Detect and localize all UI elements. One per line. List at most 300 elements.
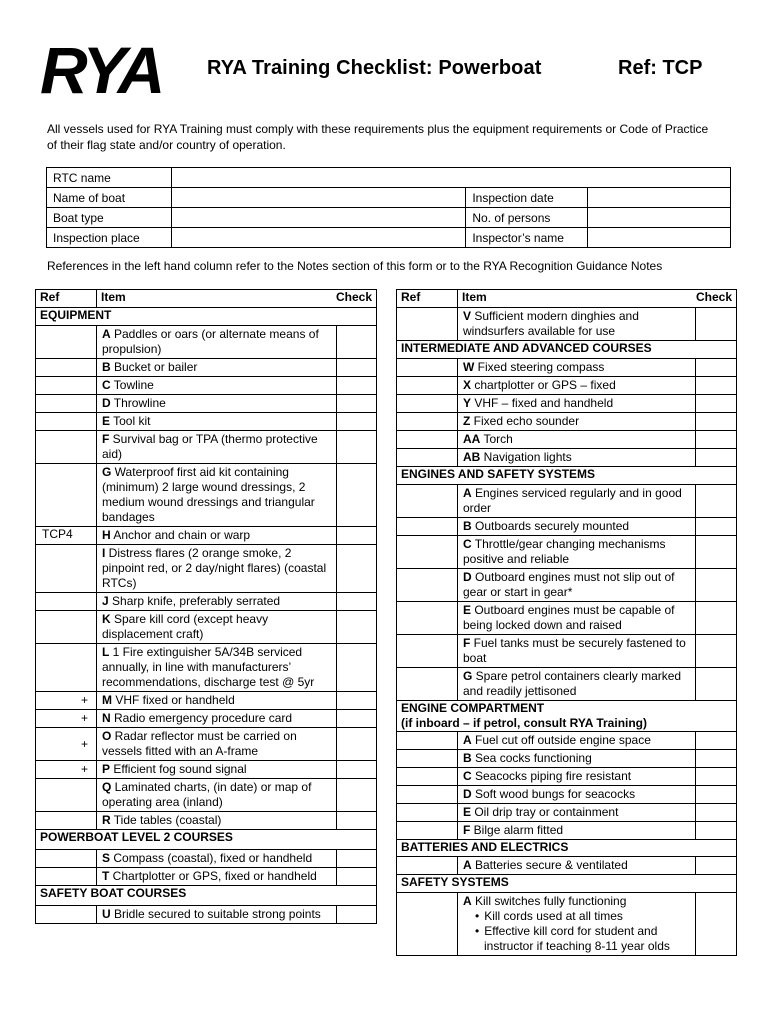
item-letter: X [463,378,472,392]
item-letter: Z [463,414,471,428]
row-item [97,761,337,779]
references-note: References in the left hand column refer to the Notes section of this form or to the RYA Recognition Guidance Notes [47,259,663,273]
row-item [458,822,696,840]
item-text: Anchor and chain or warp [110,528,251,542]
row-item [458,732,696,750]
row-ref [397,602,458,635]
row-ref [36,906,97,924]
checklist-row [397,308,737,341]
checklist-row [397,893,737,956]
section-intermediate: INTERMEDIATE AND ADVANCED COURSES [397,341,737,359]
item-letter: B [463,519,472,533]
item-text: Fixed echo sounder [470,414,580,428]
check-box[interactable] [337,611,377,644]
row-item [97,593,337,611]
equipment-rows [36,326,377,830]
row-ref [36,359,97,377]
checklist-row [36,779,377,812]
persons-field[interactable] [588,208,731,228]
row-item [458,518,696,536]
row-item [458,602,696,635]
engine-compartment-title: ENGINE COMPARTMENT [401,701,545,715]
row-ref [36,611,97,644]
item-text: Spare kill cord (except heavy displacement craft) [102,612,269,641]
row-ref [36,395,97,413]
checklist-row [36,395,377,413]
boat-name-field[interactable] [171,188,465,208]
check-box[interactable] [337,850,377,868]
item-text: Kill switches fully functioning [471,894,627,908]
checklist-row [397,518,737,536]
row-ref [36,812,97,830]
item-header: Item [101,290,126,304]
item-text: Towline [110,378,154,392]
batteries-rows [397,857,737,875]
item-letter: B [463,751,472,765]
item-letter: V [463,309,472,323]
check-box[interactable] [337,545,377,593]
checklist-row [397,804,737,822]
row-item [458,395,696,413]
col-item-header [97,290,377,308]
inspection-date-field[interactable] [588,188,731,208]
item-text: Paddles or oars (or alternate means of propulsion) [102,327,319,356]
check-box[interactable] [337,395,377,413]
checklist-row [397,732,737,750]
item-letter: M [102,693,112,707]
section-equipment: EQUIPMENT [36,308,377,326]
row-ref [36,850,97,868]
row-ref: + [36,728,97,761]
level2-rows [36,850,377,886]
item-letter: B [102,360,111,374]
row-ref [397,413,458,431]
row-ref [397,857,458,875]
row-item [97,545,337,593]
item-text: Throttle/gear changing mechanisms positive and reliable [463,537,666,566]
right-checklist [396,289,737,956]
section-safety-systems: SAFETY SYSTEMS [397,875,737,893]
row-ref [36,593,97,611]
item-letter: Y [463,396,472,410]
item-text: VHF – fixed and handheld [471,396,614,410]
col-ref-header: Ref [397,290,458,308]
check-box[interactable] [696,377,737,395]
col-ref-header: Ref [36,290,97,308]
item-text: Tide tables (coastal) [110,813,222,827]
inspection-info-table [46,167,731,248]
item-letter: P [102,762,111,776]
check-box[interactable] [696,359,737,377]
row-item [97,868,337,886]
checklist-row [36,464,377,527]
row-item [97,906,337,924]
item-letter: Q [102,780,112,794]
svg-text:RYA: RYA [40,40,162,98]
item-text: Survival bag or TPA (thermo protective aid) [102,432,318,461]
item-letter: F [102,432,110,446]
page-title: RYA Training Checklist: Powerboat [207,57,542,79]
item-text: VHF fixed or handheld [112,693,235,707]
row-item [97,395,337,413]
bullet-item: • Kill cords used at all times [475,909,691,924]
inspection-date-label: Inspection date [466,188,588,208]
checklist-row [397,822,737,840]
check-box[interactable] [696,786,737,804]
item-header: Item [462,290,487,304]
item-text: Navigation lights [480,450,572,464]
row-item [97,728,337,761]
item-letter: L [102,645,110,659]
left-checklist [35,289,377,924]
item-text: Chartplotter or GPS, fixed or handheld [109,869,317,883]
item-text: Fixed steering compass [474,360,605,374]
row-item [458,536,696,569]
item-text: Engines serviced regularly and in good order [463,486,682,515]
item-letter: A [463,858,472,872]
check-box[interactable] [337,359,377,377]
row-item [97,710,337,728]
item-letter: O [102,729,112,743]
row-item [458,804,696,822]
checklist-row [36,593,377,611]
checklist-row [397,668,737,701]
row-ref [397,804,458,822]
check-box[interactable] [696,449,737,467]
row-item [458,485,696,518]
row-item [458,308,696,341]
checklist-row [397,377,737,395]
inspector-name-field[interactable] [588,228,731,248]
row-ref [36,413,97,431]
row-ref [397,395,458,413]
section-safety-boat: SAFETY BOAT COURSES [36,886,377,906]
checklist-row [36,431,377,464]
check-header: Check [695,290,732,304]
row-ref [36,431,97,464]
checklist-row [397,768,737,786]
item-letter: A [463,894,472,908]
row-item [458,750,696,768]
row-item [97,359,337,377]
check-box[interactable] [696,893,737,956]
checklist-row [36,644,377,692]
item-letter: E [463,805,472,819]
item-text: Radar reflector must be carried on vessels fitted with an A-frame [102,729,297,758]
row-item [458,786,696,804]
item-text: Torch [480,432,513,446]
row-item [458,768,696,786]
row-ref [36,545,97,593]
item-letter: H [102,528,111,542]
row-item [97,431,337,464]
item-letter: I [102,546,106,560]
check-box[interactable] [696,431,737,449]
check-box[interactable] [696,857,737,875]
item-letter: N [102,711,111,725]
row-item [97,611,337,644]
check-box[interactable] [337,728,377,761]
row-item [458,431,696,449]
checklist-row [36,527,377,545]
row-item [458,449,696,467]
check-box[interactable] [337,906,377,924]
item-text: Laminated charts, (in date) or map of operating area (inland) [102,780,312,809]
rtc-name-field[interactable] [171,168,730,188]
checklist-row [36,326,377,359]
section-engines: ENGINES AND SAFETY SYSTEMS [397,467,737,485]
check-box[interactable] [696,569,737,602]
check-box[interactable] [696,750,737,768]
row-item [97,527,337,545]
row-ref [397,431,458,449]
check-box[interactable] [696,602,737,635]
engine-compartment-subtitle: (if inboard – if petrol, consult RYA Training) [401,716,648,730]
item-letter: D [463,570,472,584]
row-ref [397,485,458,518]
checklist-row [397,449,737,467]
item-letter: G [102,465,112,479]
item-text: Outboard engines must not slip out of gear or start in gear* [463,570,675,599]
row-item [97,377,337,395]
item-letter: U [102,907,111,921]
check-box[interactable] [337,377,377,395]
row-ref [397,786,458,804]
row-ref [397,635,458,668]
row-ref [397,750,458,768]
boat-type-label: Boat type [47,208,172,228]
item-letter: G [463,669,473,683]
engines-rows [397,485,737,701]
row-ref [397,732,458,750]
checklist-row [36,868,377,886]
item-letter: C [463,769,472,783]
item-letter: S [102,851,111,865]
item-text: Seacocks piping fire resistant [471,769,632,783]
check-box[interactable] [696,768,737,786]
check-box[interactable] [337,593,377,611]
item-letter: AA [463,432,481,446]
check-box[interactable] [337,326,377,359]
check-box[interactable] [696,635,737,668]
check-box[interactable] [337,413,377,431]
checklist-row [36,545,377,593]
row-item [458,668,696,701]
check-box[interactable] [337,868,377,886]
row-ref [36,326,97,359]
item-letter: E [102,414,111,428]
safety-boat-rows [36,906,377,924]
check-box[interactable] [337,812,377,830]
checklist-row [36,812,377,830]
item-text: Tool kit [110,414,151,428]
row-item [458,569,696,602]
row-ref [397,893,458,956]
item-letter: A [102,327,111,341]
row-item [97,692,337,710]
item-text: Distress flares (2 orange smoke, 2 pinpoint red, or 2 day/night flares) (coastal RTCs) [102,546,327,590]
item-letter: A [463,486,472,500]
item-letter: K [102,612,111,626]
item-letter: AB [463,450,481,464]
inspection-place-label: Inspection place [47,228,172,248]
item-letter: A [463,733,472,747]
row-item [97,850,337,868]
item-text: Waterproof first aid kit containing (minimum) 2 large wound dressings, 2 medium wound dressings and triangular bandages [102,465,315,524]
row-item [458,377,696,395]
row-ref [397,449,458,467]
item-text: Bucket or bailer [110,360,198,374]
checklist-row [397,569,737,602]
checklist-row [36,850,377,868]
item-letter: C [463,537,472,551]
row-item [97,812,337,830]
row-ref [397,536,458,569]
row-item [458,893,696,956]
row-item [97,779,337,812]
check-box[interactable] [337,692,377,710]
section-batteries: BATTERIES AND ELECTRICS [397,840,737,857]
check-box[interactable] [696,804,737,822]
item-text: Fuel tanks must be securely fastened to boat [463,636,686,665]
rtc-name-label: RTC name [47,168,172,188]
item-text: Radio emergency procedure card [110,711,293,725]
item-text: Sufficient modern dinghies and windsurfers available for use [463,309,639,338]
persons-label: No. of persons [466,208,588,228]
row-ref: + [36,761,97,779]
item-text: Fuel cut off outside engine space [471,733,651,747]
row-ref: TCP4 [36,527,97,545]
checklist-row [397,635,737,668]
row-item [458,857,696,875]
checklist-row [36,359,377,377]
row-ref [36,464,97,527]
row-ref [397,518,458,536]
check-box[interactable] [337,644,377,692]
checklist-row [397,359,737,377]
row-ref [397,377,458,395]
item-letter: D [102,396,111,410]
row-item [97,326,337,359]
row-item [97,644,337,692]
checklist-row [36,413,377,431]
item-letter: D [463,787,472,801]
row-item [458,635,696,668]
item-text: Bilge alarm fitted [470,823,564,837]
row-ref: + [36,710,97,728]
check-box[interactable] [696,822,737,840]
check-box[interactable] [696,536,737,569]
checklist-row [397,431,737,449]
item-letter: R [102,813,111,827]
item-text: Outboards securely mounted [471,519,630,533]
item-letter: E [463,603,472,617]
item-text: Outboard engines must be capable of being locked down and raised [463,603,675,632]
row-ref [397,668,458,701]
form-reference: Ref: TCP [618,57,703,79]
compartment-rows [397,732,737,840]
item-letter: W [463,360,475,374]
check-box[interactable] [696,732,737,750]
item-text: Oil drip tray or containment [471,805,619,819]
checklist-row [397,786,737,804]
row-ref [397,569,458,602]
item-text: Sea cocks functioning [471,751,592,765]
row-ref [36,868,97,886]
checklist-row [397,857,737,875]
item-text: Throwline [110,396,166,410]
item-text: Bridle secured to suitable strong points [110,907,321,921]
checklist-row [397,395,737,413]
checklist-row [36,377,377,395]
item-letter: J [102,594,109,608]
item-text: Compass (coastal), fixed or handheld [110,851,313,865]
check-box[interactable] [696,518,737,536]
check-box[interactable] [696,413,737,431]
check-box[interactable] [696,308,737,341]
checklist-row [36,692,377,710]
row-ref [397,768,458,786]
check-box[interactable] [696,395,737,413]
checklist-row [397,602,737,635]
checklist-row [397,536,737,569]
item-text: Efficient fog sound signal [110,762,247,776]
row-ref [397,308,458,341]
check-box[interactable] [337,527,377,545]
row-ref [397,359,458,377]
checklist-row [397,485,737,518]
row-ref [36,779,97,812]
item-text: chartplotter or GPS – fixed [471,378,616,392]
check-box[interactable] [337,710,377,728]
item-letter: T [102,869,110,883]
row-item [97,413,337,431]
checklist-row [36,728,377,761]
check-box[interactable] [337,761,377,779]
kill-cord-bullets [463,909,691,954]
check-box[interactable] [337,431,377,464]
boat-name-label: Name of boat [47,188,172,208]
check-box[interactable] [696,485,737,518]
check-box[interactable] [337,464,377,527]
checklist-row [397,413,737,431]
row-item [458,413,696,431]
item-letter: F [463,823,471,837]
boat-type-field[interactable] [171,208,465,228]
row-ref: + [36,692,97,710]
row-ref [36,644,97,692]
checklist-row [36,611,377,644]
check-box[interactable] [337,779,377,812]
checklist-row [36,761,377,779]
item-text: Batteries secure & ventilated [471,858,628,872]
checklist-row [36,710,377,728]
section-level2: POWERBOAT LEVEL 2 COURSES [36,830,377,850]
item-text: Soft wood bungs for seacocks [471,787,636,801]
item-text: 1 Fire extinguisher 5A/34B serviced annually, in line with manufacturers’ recommendations, discharge test @ 5yr [102,645,315,689]
check-box[interactable] [696,668,737,701]
inspector-name-label: Inspector’s name [466,228,588,248]
inspection-place-field[interactable] [171,228,465,248]
checklist-row [36,906,377,924]
item-text: Sharp knife, preferably serrated [108,594,281,608]
row-ref [36,377,97,395]
intro-text: All vessels used for RYA Training must comply with these requirements plus the equipment requirements or Code of Practice of their flag state and/or country of operation. [47,122,709,152]
item-text: Spare petrol containers clearly marked and readily jettisoned [463,669,682,698]
checklist-row [397,750,737,768]
item-letter: F [463,636,471,650]
intermediate-rows [397,359,737,467]
